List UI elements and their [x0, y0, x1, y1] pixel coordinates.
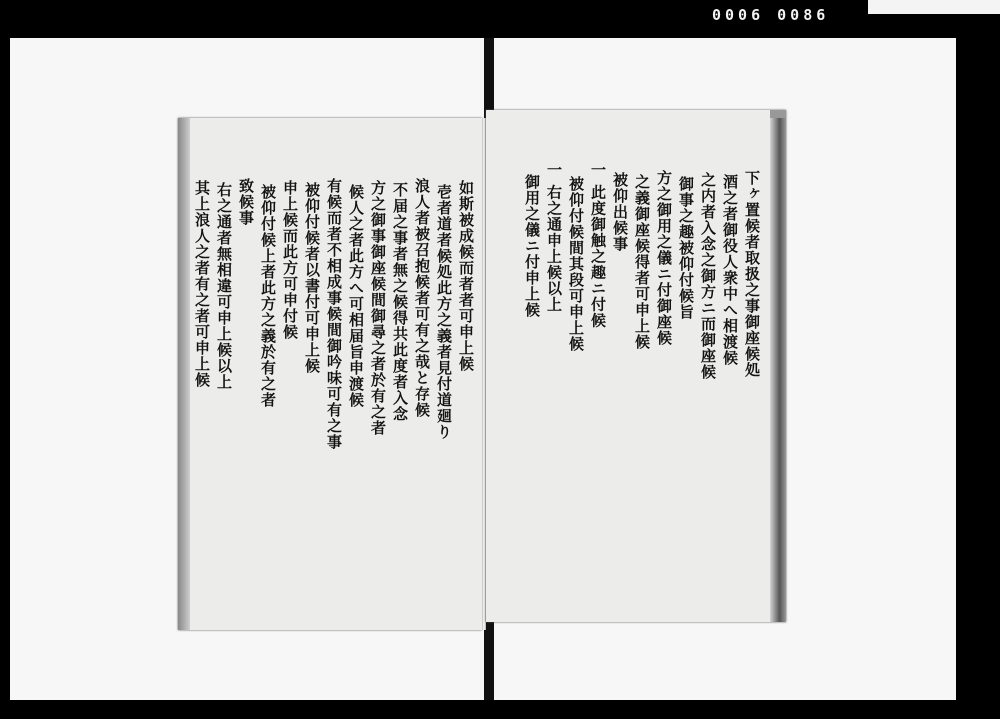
right-col-7: 被仰出候事 — [611, 172, 629, 252]
left-col-6: 候人之者此方へ可相届旨申渡候 — [347, 184, 365, 408]
left-col-1: 如斯被成候而者者可申上候 — [457, 180, 475, 372]
left-col-12: 右之通者無相違可申上候以上 — [215, 182, 233, 390]
right-col-4: 御事之趣被仰付候旨 — [677, 176, 695, 320]
right-col-11: 御用之儀ニ付申上候 — [523, 174, 541, 318]
right-page — [486, 110, 786, 622]
left-col-11: 致候事 — [237, 178, 255, 226]
left-col-13: 其上浪人之者有之者可申上候 — [193, 180, 211, 388]
right-col-10: 一 右之通申上候以上 — [545, 162, 563, 313]
frame-number: 0006 0086 — [712, 6, 830, 24]
right-col-8: 一 此度御触之趣ニ付候 — [589, 162, 607, 329]
left-col-8: 被仰付候者以書付可申上候 — [303, 182, 321, 374]
corner-mark — [868, 0, 1000, 14]
left-page-edge — [178, 118, 190, 630]
right-col-6: 之義御座候得者可申上候 — [633, 174, 651, 350]
left-col-7: 有候而者不相成事候間御吟味可有之事 — [325, 178, 343, 450]
right-col-3: 之内者入念之御方ニ而御座候 — [699, 172, 717, 380]
left-col-9: 申上候而此方可申付候 — [281, 180, 299, 340]
left-page — [178, 118, 482, 630]
left-col-5: 方之御事御座候間御尋之者於有之者 — [369, 180, 387, 436]
left-col-10: 被仰付候上者此方之義於有之者 — [259, 184, 277, 408]
left-col-4: 不届之事者無之候得共此度者入念 — [391, 182, 409, 422]
right-col-1: 下ヶ置候者取扱之事御座候処 — [743, 170, 761, 378]
right-col-2: 酒之者御役人衆中へ相渡候 — [721, 174, 739, 366]
right-col-5: 方之御用之儀ニ付御座候 — [655, 170, 673, 346]
right-page-edge-top — [770, 110, 786, 118]
left-col-3: 浪人者被召抱候者可有之哉と存候 — [413, 178, 431, 418]
right-col-9: 被仰付候間其段可申上候 — [567, 176, 585, 352]
right-page-edge — [770, 110, 786, 622]
left-col-2: 壱者道者候処此方之義者見付道廻り — [435, 184, 453, 440]
